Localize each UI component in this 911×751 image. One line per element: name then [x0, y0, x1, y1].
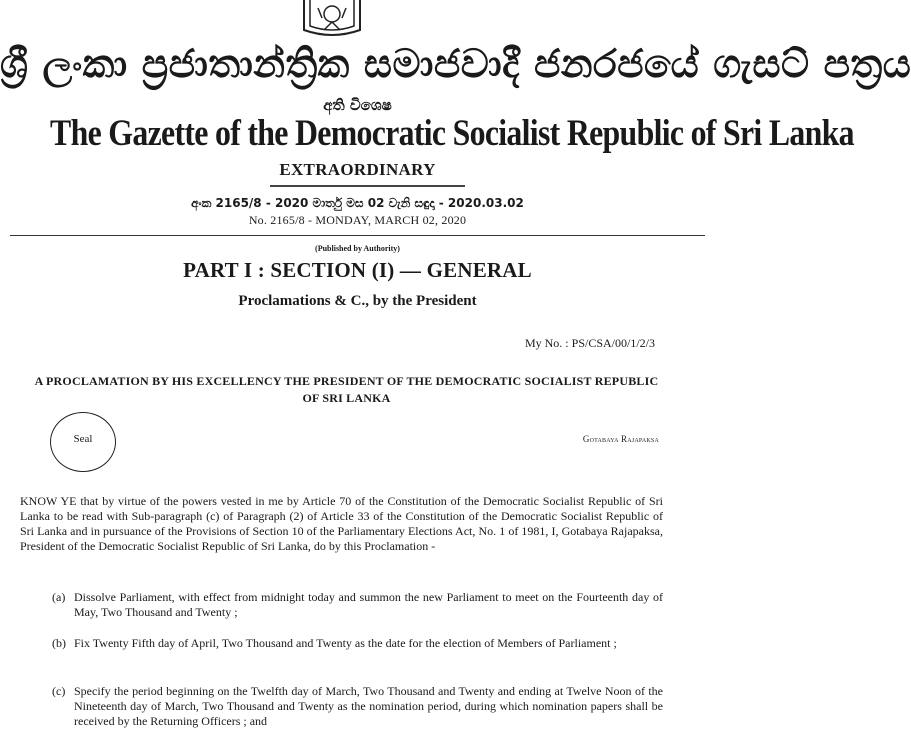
item-label: (c): [52, 684, 66, 698]
proclamation-heading: A PROCLAMATION BY HIS EXCELLENCY THE PRESIDENT OF THE DEMOCRATIC SOCIALIST REPUBLIC OF SRI LANKA: [34, 374, 659, 405]
item-label: (b): [52, 636, 66, 650]
issue-line-sinhala: අංක 2165/8 - 2020 මාර්තු මස 02 වැනි සඳුදා - 2020.03.02: [191, 196, 524, 210]
published-by-authority: (Published by Authority): [315, 244, 400, 253]
part-heading: PART I : SECTION (I) — GENERAL: [183, 258, 532, 282]
list-item: [52, 636, 663, 651]
gazette-sinhala-title: ශ්‍රී ලංකා ප්‍රජාතාන්ත්‍රික සමාජවාදී ජනරජයේ ගැසට් පත්‍රය: [0, 42, 911, 87]
national-emblem-icon: [298, 0, 366, 36]
section-subheading: Proclamations & C., by the President: [238, 293, 477, 309]
seal-circle: [50, 412, 116, 472]
proclamation-body: KNOW YE that by virtue of the powers vested in me by Article 70 of the Constitution of the Democratic Socialist Republic of Sri Lanka to be read with Sub-paragraph (c) of Paragraph (2) of Article 33 of the Constitution of the Democratic Socialist Republic of Sri Lanka and in pursuance of the Provisions of Section 10 of the Parliamentary Elections Act, No. 1 of 1981, I, Gotabaya Rajapaksa, President of the Democratic Socialist Republic of Sri Lanka, do by this Proclamation -: [20, 494, 663, 553]
extraordinary-label: EXTRAORDINARY: [279, 160, 436, 179]
seal-label: Seal: [73, 433, 93, 445]
list-item: [52, 684, 663, 729]
item-text: Specify the period beginning on the Twelfth day of March, Two Thousand and Twenty and ending at Twelve Noon of the Nineteenth day of March, Two Thousand and Twenty as the nomination period, during which nomination papers shall be received by the Returning Officers ; and: [74, 684, 663, 728]
signatory-name: Gotabaya Rajapaksa: [582, 434, 659, 444]
gazette-sinhala-subtitle: අති විශෙෂ: [323, 96, 392, 114]
item-label: (a): [52, 590, 66, 604]
list-item: [52, 590, 663, 620]
item-text: Fix Twenty Fifth day of April, Two Thousand and Twenty as the date for the election of Members of Parliament ;: [74, 636, 617, 650]
gazette-english-title: The Gazette of the Democratic Socialist Republic of Sri Lanka: [50, 113, 854, 154]
header-divider: [10, 235, 705, 236]
reference-number: My No. : PS/CSA/00/1/2/3: [524, 336, 655, 350]
issue-line-english: No. 2165/8 - MONDAY, MARCH 02, 2020: [248, 213, 467, 227]
item-text: Dissolve Parliament, with effect from midnight today and summon the new Parliament to meet on the Fourteenth day of May, Two Thousand and Twenty ;: [74, 590, 663, 619]
title-divider: [270, 185, 465, 187]
